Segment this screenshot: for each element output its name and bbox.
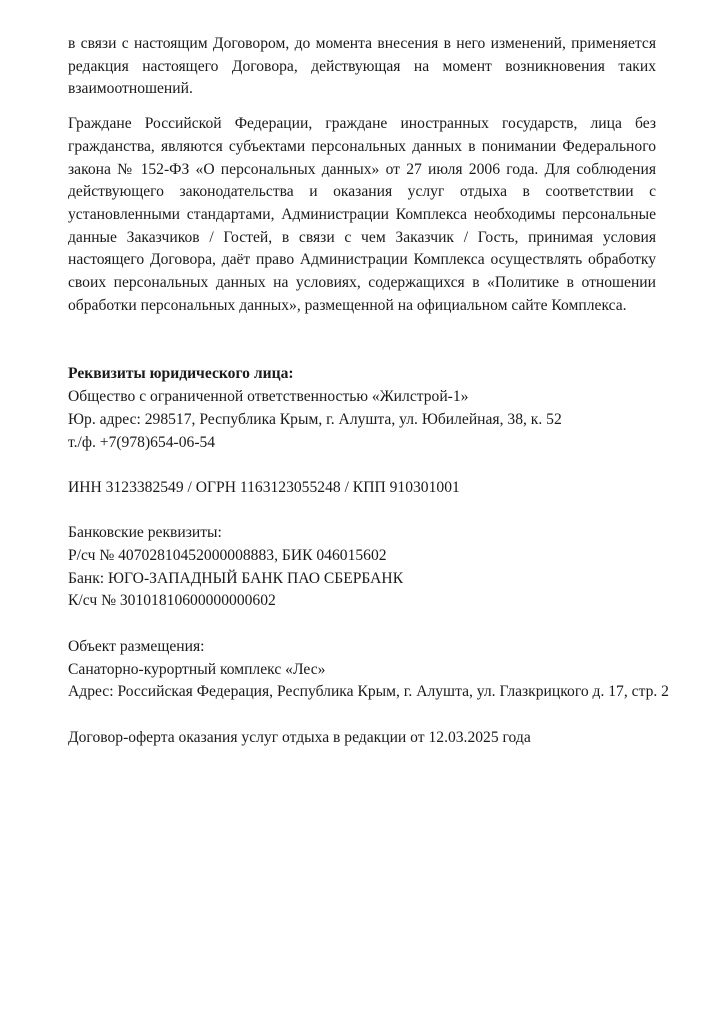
contract-edition-note: [68, 727, 656, 750]
bank-name: Банк: ЮГО-ЗАПАДНЫЙ БАНК ПАО СБЕРБАНК: [68, 569, 404, 587]
document-page: [68, 33, 669, 749]
facility-name: Санаторно-курортный комплекс «Лес»: [68, 660, 326, 678]
footer-note: Договор-оферта оказания услуг отдыха в редакции от 12.03.2025 года: [68, 728, 531, 746]
paragraph-contract-version: в связи с настоящим Договором, до момента внесения в него изменений, применяется редакция настоящего Договора, действующая на момент возникновения таких взаимоотношений.: [68, 35, 656, 98]
bank-requisites: [68, 522, 656, 613]
legal-entity-requisites: [68, 363, 656, 499]
paragraph-personal-data: Граждане Российской Федерации, граждане иностранных государств, лица без гражданства, являются субъектами персональных данных в понимании Федерального закона № 152-ФЗ «О персональных данных» от 27 июля 2006 года. Для соблюдения действующего законодательства и оказания услуг отдыха в соответствии с установленными стандартами, Администрации Комплекса необходимы персональные данные Заказчиков / Гостей, в связи с чем Заказчик / Гость, принимая условия настоящего Договора, даёт право Администрации Комплекса осуществлять обработку своих персональных данных на условиях, содержащихся в «Политике в отношении обработки персональных данных», размещенной на официальном сайте Комплекса.: [68, 115, 656, 314]
spacer: [68, 500, 656, 523]
bank-account: Р/сч № 40702810452000008883, БИК 046015602: [68, 547, 387, 565]
accommodation-facility: [68, 636, 669, 704]
legal-address: Юр. адрес: 298517, Республика Крым, г. Алушта, ул. Юбилейная, 38, к. 52: [68, 410, 562, 428]
spacer: [68, 613, 656, 636]
tax-ids: ИНН 3123382549 / ОГРН 1163123055248 / КПП 910301001: [68, 478, 460, 496]
facility-address: Адрес: Российская Федерация, Республика Крым, г. Алушта, ул. Глазкрицкого д. 17, стр. 2: [68, 683, 669, 701]
facility-title: Объект размещения:: [68, 637, 205, 655]
bank-title: Банковские реквизиты:: [68, 524, 222, 542]
company-name: Общество с ограниченной ответственностью «Жилстрой-1»: [68, 388, 469, 406]
spacer: [68, 454, 656, 477]
phone-fax: т./ф. +7(978)654-06-54: [68, 433, 216, 451]
spacer: [68, 704, 656, 727]
requisites-title: Реквизиты юридического лица:: [68, 365, 294, 383]
corr-account: К/сч № 30101810600000000602: [68, 592, 276, 610]
